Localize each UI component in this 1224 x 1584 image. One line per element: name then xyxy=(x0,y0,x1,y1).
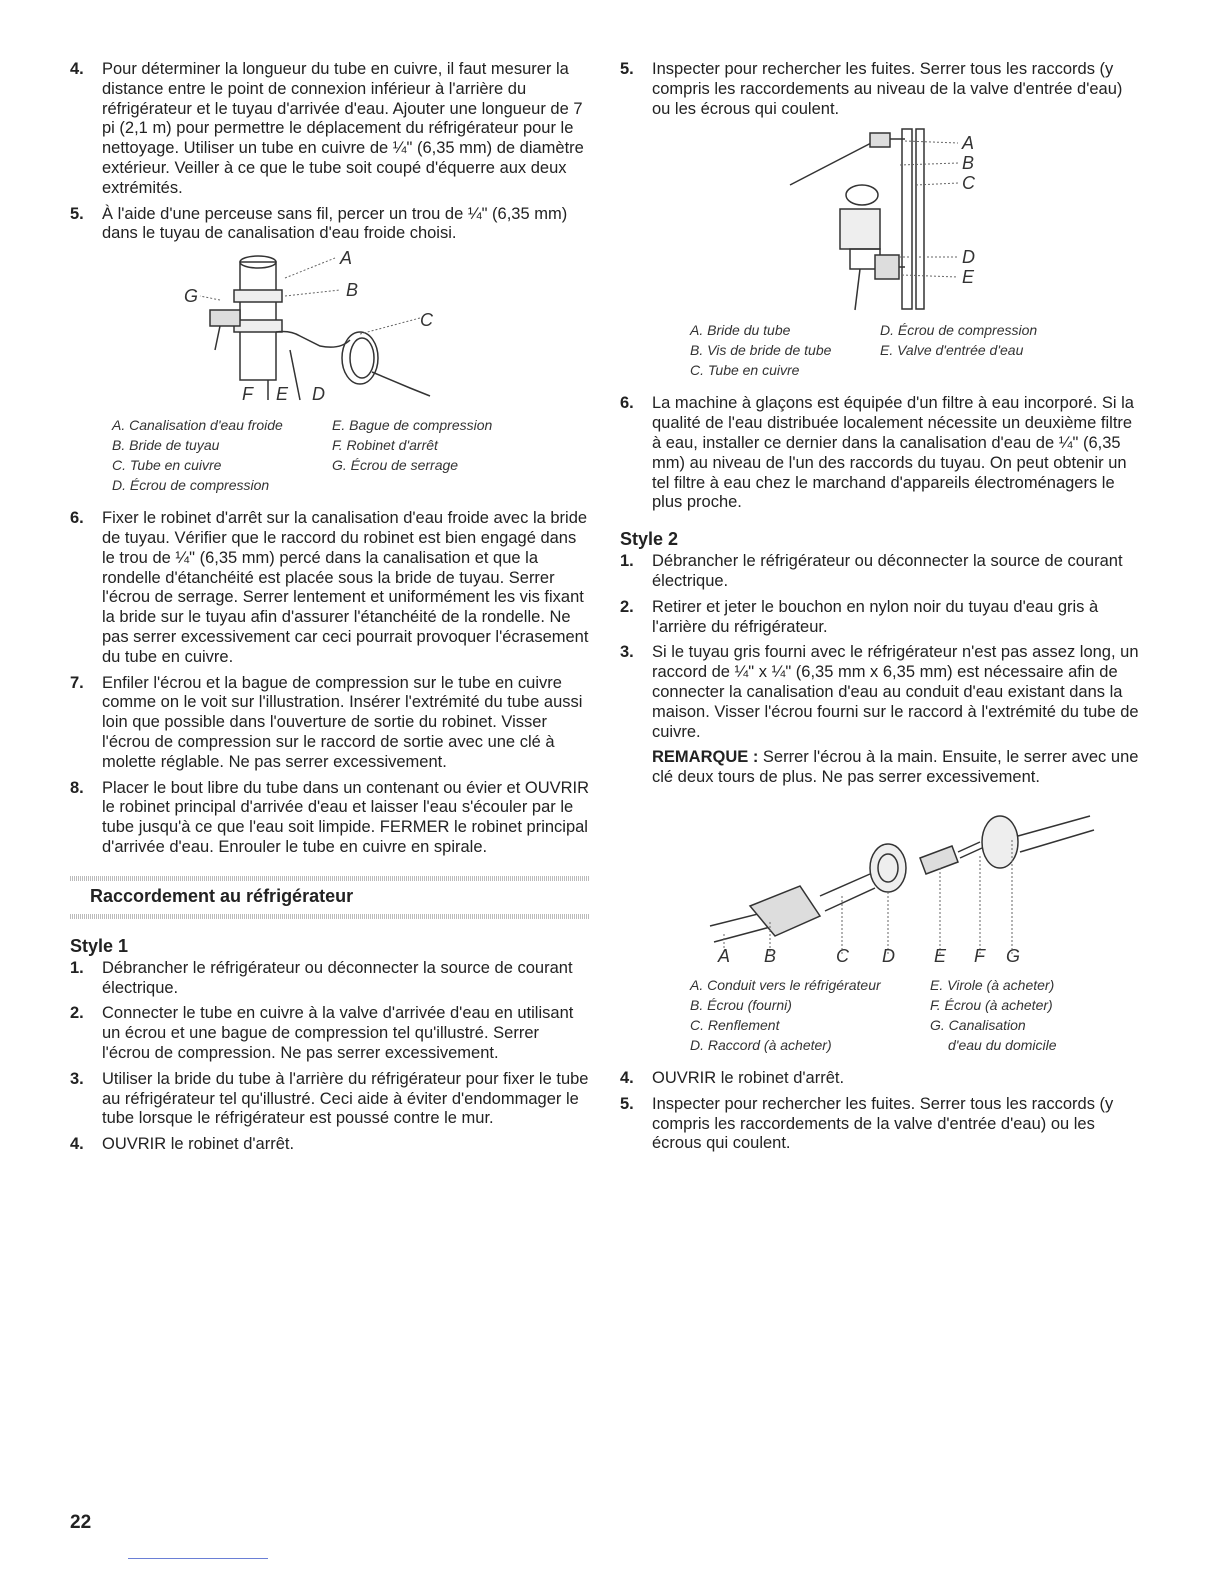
note-text: Serrer l'écrou à la main. Ensuite, le serrer avec une clé deux tours de plus. Ne pas serrer excessivement. xyxy=(652,748,1139,787)
footer-line xyxy=(128,1558,268,1559)
step: 8. Placer le bout libre du tube dans un contenant ou évier et OUVRIR le robinet principal d'arrivée d'eau et laisser l'eau s'écouler par le tube jusqu'à ce que l'eau soit limpide. FERMER le robinet principal d'arrivée d'eau. Enrouler le tube en cuivre en spirale. xyxy=(70,778,590,856)
figure-label-f: F xyxy=(242,384,253,405)
section-title: Raccordement au réfrigérateur xyxy=(90,885,354,906)
figure-legend: A. Conduit vers le réfrigérateur E. Virole (à acheter) B. Écrou (fourni) F. Écrou (à acheter) C. Renflement G. Canalisation D. Raccord (à acheter) d'eau du domicile xyxy=(690,976,1057,1053)
step: 4. OUVRIR le robinet d'arrêt. xyxy=(70,1135,295,1154)
figure-label-c: C xyxy=(962,173,975,194)
style-1-heading: Style 1 xyxy=(70,935,129,956)
figure-label-e: E xyxy=(276,384,289,405)
step: 1. Débrancher le réfrigérateur ou déconnecter la source de courant électrique. xyxy=(70,958,573,997)
step: 5. Inspecter pour rechercher les fuites. Serrer tous les raccords (y compris les raccordements au niveau de la valve d'entrée d'eau) ou les écrous qui coulent. xyxy=(620,60,1123,118)
figure-label-d: D xyxy=(312,384,325,405)
figure-label-a: A xyxy=(340,250,353,269)
figure-water-valve xyxy=(690,125,1110,380)
figure-label-e: E xyxy=(962,267,975,288)
left-column xyxy=(70,60,590,1161)
figure-shutoff-valve xyxy=(110,250,590,495)
step: 5. Inspecter pour rechercher les fuites. Serrer tous les raccords (y compris les raccordements de la valve d'entrée d'eau) ou les écrous qui coulent. xyxy=(620,1094,1114,1153)
step: 6. Fixer le robinet d'arrêt sur la canalisation d'eau froide avec la bride de tuyau. Vérifier que le raccord du robinet est bien engagé dans le trou de ¼" (6,35 mm) percé dans la canalisation et que la rondelle d'étanchéité est placée sous la bride de tuyau. Serrer l'écrou de serrage. Serrer lentement et uniformément les vis fixant la bride sur le tuyau afin d'assurer l'étanchéité de la rondelle. Ne pas serrer excessivement car ceci pourrait provoquer l'écrasement du tube en cuivre. xyxy=(70,509,589,666)
step: 7. Enfiler l'écrou et la bague de compression sur le tube en cuivre comme on le voit sur l'illustration. Insérer l'extrémité du tube aussi loin que possible dans l'ouverture de sortie du robinet. Visser l'écrou de compression sur le raccord de sortie avec une clé à molette réglable. Ne pas serrer excessivement. xyxy=(70,673,583,771)
figure-label-b: B xyxy=(346,280,359,301)
figure-label-c: C xyxy=(420,310,433,331)
step: 5. À l'aide d'une perceuse sans fil, percer un trou de ¼" (6,35 mm) dans le tuyau de canalisation d'eau froide choisi. xyxy=(70,204,568,243)
figure-label-d: D xyxy=(882,945,895,966)
note xyxy=(652,748,1140,788)
figure-label-g: G xyxy=(1006,945,1021,966)
step: 3. Si le tuyau gris fourni avec le réfrigérateur n'est pas assez long, un raccord de ¼" x ¼" (6,35 mm x 6,35 mm) est nécessaire afin de connecter la canalisation d'eau au conduit d'eau existant dans la maison. Visser l'écrou fourni sur le raccord à l'extrémité du tube de cuivre. xyxy=(620,643,1139,741)
shutoff-valve-illustration xyxy=(110,250,590,410)
divider xyxy=(70,876,590,881)
note-label: REMARQUE : xyxy=(652,748,759,767)
style-2-heading: Style 2 xyxy=(620,529,679,550)
figure-label-b: B xyxy=(764,945,777,966)
water-valve-illustration xyxy=(690,125,1110,315)
figure-legend: A. Canalisation d'eau froide E. Bague de compression B. Bride de tuyau F. Robinet d'arrêt C. Tube en cuivre G. Écrou de serrage D. Écrou de compression xyxy=(112,417,493,494)
figure-legend: A. Bride du tube D. Écrou de compression B. Vis de bride de tube E. Valve d'entrée d'eau C. Tube en cuivre xyxy=(690,322,1038,379)
right-column xyxy=(620,60,1140,1160)
figure-label-c: C xyxy=(836,945,849,966)
step: 6. La machine à glaçons est équipée d'un filtre à eau incorporé. Si la qualité de l'eau distribuée localement nécessite un deuxième filtre à eau, installer ce dernier dans la canalisation d'eau de ¼" (6,35 mm) au niveau de l'un des raccords du tuyau. On peut obtenir un tel filtre à eau chez le marchand d'appareils électroménagers le plus proche. xyxy=(620,394,1134,512)
divider xyxy=(70,914,590,919)
step: 2. Retirer et jeter le bouchon en nylon noir du tuyau d'eau gris à l'arrière du réfrigérateur. xyxy=(620,597,1099,636)
figure-label-b: B xyxy=(962,153,975,174)
figure-label-g: G xyxy=(184,286,199,307)
step: 2. Connecter le tube en cuivre à la valve d'arrivée d'eau en utilisant un écrou et une bague de compression tel qu'illustré. Serrer l'écrou de compression. Ne pas serrer excessivement. xyxy=(70,1004,574,1062)
step: 4. OUVRIR le robinet d'arrêt. xyxy=(620,1068,845,1087)
figure-label-e: E xyxy=(934,945,947,966)
figure-connector xyxy=(690,796,1110,1055)
figure-label-d: D xyxy=(962,247,975,268)
step: 4. Pour déterminer la longueur du tube en cuivre, il faut mesurer la distance entre le point de connexion inférieur à l'arrière du réfrigérateur et le tuyau d'arrivée d'eau. Ajouter une longueur de 7 pi (2,1 m) pour permettre le déplacement du réfrigérateur pour le nettoyage. Utiliser un tube en cuivre de ¼" (6,35 mm) de diamètre extérieur. Veiller à ce que le tube soit coupé d'équerre aux deux extrémités. xyxy=(70,60,584,197)
figure-label-a: A xyxy=(962,133,975,154)
figure-label-f: F xyxy=(974,945,985,966)
step: 1. Débrancher le réfrigérateur ou déconnecter la source de courant électrique. xyxy=(620,552,1123,590)
connector-illustration xyxy=(690,796,1110,966)
section-heading-band xyxy=(70,876,590,922)
page-number: 22 xyxy=(70,1512,92,1533)
figure-label-a: A xyxy=(718,945,731,966)
step: 3. Utiliser la bride du tube à l'arrière du réfrigérateur pour fixer le tube au réfrigérateur tel qu'illustré. Ceci aide à éviter d'endommager le tube lorsque le réfrigérateur est poussé contre le mur. xyxy=(70,1069,589,1128)
